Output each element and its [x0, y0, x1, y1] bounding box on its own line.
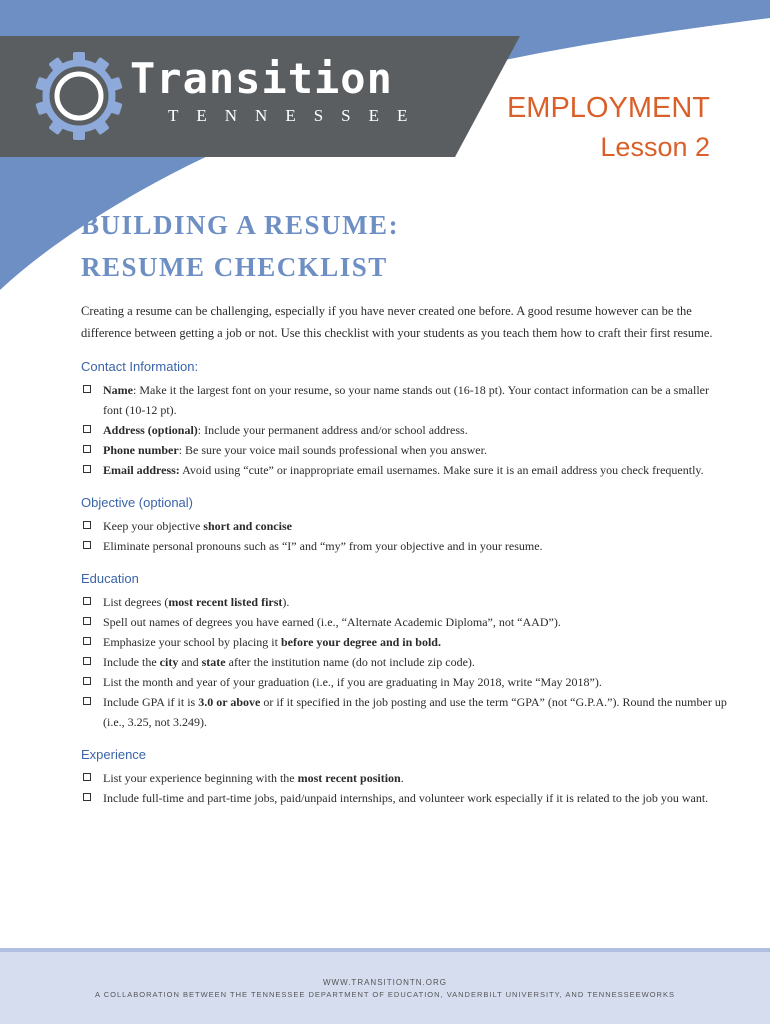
logo-title: Transition	[130, 54, 393, 103]
checkbox-icon	[83, 597, 91, 605]
checklist-item	[81, 516, 731, 536]
content	[81, 300, 731, 808]
item-emphasis: Address (optional)	[103, 423, 198, 437]
checklist	[81, 380, 731, 480]
checkbox-icon	[83, 521, 91, 529]
section-heading: Objective (optional)	[81, 495, 193, 510]
item-text: List degrees (	[103, 595, 169, 609]
item-text: Include the	[103, 655, 160, 669]
item-text: Emphasize your school by placing it	[103, 635, 281, 649]
footer	[0, 948, 770, 1024]
checklist	[81, 768, 731, 808]
item-text: : Be sure your voice mail sounds professional when you answer.	[178, 443, 487, 457]
item-emphasis: Phone number	[103, 443, 179, 457]
item-emphasis: Email address:	[103, 463, 180, 477]
document-title	[81, 204, 399, 288]
title-line-2: RESUME CHECKLIST	[81, 252, 388, 282]
checklist-item	[81, 612, 731, 632]
checkbox-icon	[83, 617, 91, 625]
checklist	[81, 592, 731, 732]
checklist-item	[81, 672, 731, 692]
checklist-item	[81, 536, 731, 556]
item-emphasis: Name	[103, 383, 133, 397]
checklist-item	[81, 420, 731, 440]
checklist-item	[81, 592, 731, 612]
item-emphasis: before your degree and in bold.	[280, 635, 441, 649]
checklist	[81, 516, 731, 556]
checklist-item	[81, 460, 731, 480]
item-text: Spell out names of degrees you have earned (i.e., “Alternate Academic Diploma”, not “AAD”).	[103, 615, 561, 629]
item-emphasis: most recent listed first	[168, 595, 283, 609]
checkbox-icon	[83, 773, 91, 781]
item-emphasis: 3.0 or above	[198, 695, 261, 709]
checklist-item	[81, 788, 731, 808]
section-heading: Education	[81, 571, 139, 586]
item-emphasis: most recent position	[297, 771, 401, 785]
item-text: List your experience beginning with the	[103, 771, 298, 785]
footer-note: A COLLABORATION BETWEEN THE TENNESSEE DEPARTMENT OF EDUCATION, VANDERBILT UNIVERSITY, AND TENNESSEEWORKS	[95, 990, 675, 999]
item-text: : Make it the largest font on your resume, so your name stands out (16-18 pt). Your contact information can be a smaller font (10-12 pt).	[103, 383, 709, 417]
checkbox-icon	[83, 677, 91, 685]
checklist-item	[81, 652, 731, 672]
checklist-item	[81, 440, 731, 460]
checkbox-icon	[83, 657, 91, 665]
checklist-item	[81, 380, 731, 420]
checkbox-icon	[83, 425, 91, 433]
section-heading: Experience	[81, 747, 147, 762]
lesson-number: Lesson 2	[600, 132, 710, 162]
checkbox-icon	[83, 697, 91, 705]
checklist-sections	[81, 358, 731, 808]
item-text: ).	[282, 595, 290, 609]
checklist-item	[81, 632, 731, 652]
logo-subtitle: TENNESSEE	[168, 106, 426, 125]
item-text: Avoid using “cute” or inappropriate email usernames. Make sure it is an email address you check frequently.	[179, 463, 704, 477]
item-text: Eliminate personal pronouns such as “I” and “my” from your objective and in your resume.	[103, 539, 543, 553]
item-text: .	[400, 771, 404, 785]
item-emphasis: state	[201, 655, 226, 669]
checkbox-icon	[83, 793, 91, 801]
item-text: : Include your permanent address and/or school address.	[197, 423, 468, 437]
item-text: or if it specified in the job posting and use the term “GPA” (not “G.P.A.”). Round the number up (i.e., 3.25, not 3.249).	[103, 695, 727, 729]
checkbox-icon	[83, 445, 91, 453]
item-emphasis: city	[159, 655, 179, 669]
item-text: Include full-time and part-time jobs, paid/unpaid internships, and volunteer work especially if it is related to the job you want.	[103, 791, 709, 805]
checkbox-icon	[83, 541, 91, 549]
title-line-1: BUILDING A RESUME:	[81, 210, 400, 240]
footer-url: WWW.TRANSITIONTN.ORG	[323, 978, 447, 987]
checklist-item	[81, 768, 731, 788]
section-heading: Contact Information:	[81, 359, 199, 374]
item-text: after the institution name (do not include zip code).	[225, 655, 475, 669]
item-text: Include GPA if it is	[103, 695, 199, 709]
checkbox-icon	[83, 385, 91, 393]
checkbox-icon	[83, 637, 91, 645]
item-text: and	[178, 655, 202, 669]
item-text: List the month and year of your graduation (i.e., if you are graduating in May 2018, write “May 2018”).	[103, 675, 602, 689]
item-emphasis: short and concise	[203, 519, 292, 533]
item-text: Keep your objective	[103, 519, 204, 533]
checkbox-icon	[83, 465, 91, 473]
intro-paragraph: Creating a resume can be challenging, especially if you have never created one before. A good resume however can be the difference between getting a job or not. Use this checklist with your students as you teach them how to craft their first resume.	[81, 304, 713, 340]
lesson-category: EMPLOYMENT	[506, 92, 710, 124]
checklist-item	[81, 692, 731, 732]
